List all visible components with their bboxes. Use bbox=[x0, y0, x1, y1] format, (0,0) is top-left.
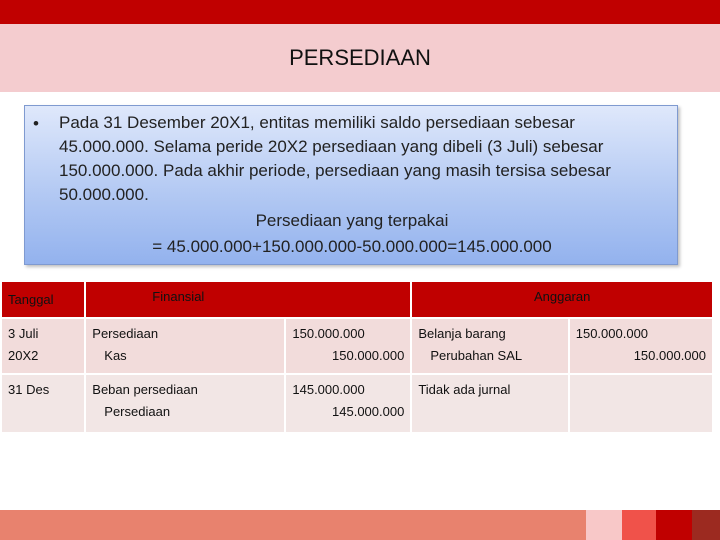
financial-account-cell: Persediaan Kas bbox=[86, 319, 284, 373]
description-paragraph bbox=[59, 111, 671, 207]
financial-amount-cell: 145.000.000 145.000.000 bbox=[286, 375, 410, 432]
bottom-bar-segment bbox=[586, 510, 622, 540]
slide-title: PERSEDIAAN bbox=[289, 45, 431, 70]
formula-text: = 45.000.000+150.000.000-50.000.000=145.000.000 bbox=[152, 237, 552, 256]
bottom-bar-segment bbox=[656, 510, 692, 540]
table-row bbox=[2, 375, 712, 432]
description-line: Pada 31 Desember 20X1, entitas memiliki saldo persediaan sebesar bbox=[59, 113, 575, 132]
description-line: 50.000.000. bbox=[59, 185, 149, 204]
bottom-decor-bar bbox=[0, 510, 720, 540]
header-date: Tanggal bbox=[2, 282, 84, 317]
budget-account-cell: Belanja barang Perubahan SAL bbox=[412, 319, 567, 373]
bullet-dot-icon: • bbox=[33, 114, 39, 133]
header-financial: Finansial bbox=[86, 282, 410, 317]
formula-label: Persediaan yang terpakai bbox=[255, 211, 449, 230]
description-box bbox=[24, 105, 678, 265]
budget-amount-cell bbox=[570, 375, 712, 432]
table-header-row bbox=[2, 282, 712, 317]
budget-account-cell: Tidak ada jurnal bbox=[412, 375, 567, 432]
description-line: 45.000.000. Selama peride 20X2 persediaan yang dibeli (3 Juli) sebesar bbox=[59, 137, 604, 156]
bottom-bar-segment bbox=[0, 510, 586, 540]
table-row bbox=[2, 319, 712, 373]
bottom-bar-segment bbox=[622, 510, 656, 540]
description-line: 150.000.000. Pada akhir periode, persediaan yang masih tersisa sebesar bbox=[59, 161, 611, 180]
bottom-bar-segment bbox=[692, 510, 720, 540]
financial-amount-cell: 150.000.000 150.000.000 bbox=[286, 319, 410, 373]
top-accent-bar bbox=[0, 0, 720, 24]
financial-account-cell: Beban persediaan Persediaan bbox=[86, 375, 284, 432]
header-budget: Anggaran bbox=[412, 282, 712, 317]
title-band bbox=[0, 24, 720, 92]
row-date-cell: 3 Juli 20X2 bbox=[2, 319, 84, 373]
journal-table bbox=[0, 280, 714, 434]
budget-amount-cell: 150.000.000 150.000.000 bbox=[570, 319, 712, 373]
row-date-cell: 31 Des bbox=[2, 375, 84, 432]
